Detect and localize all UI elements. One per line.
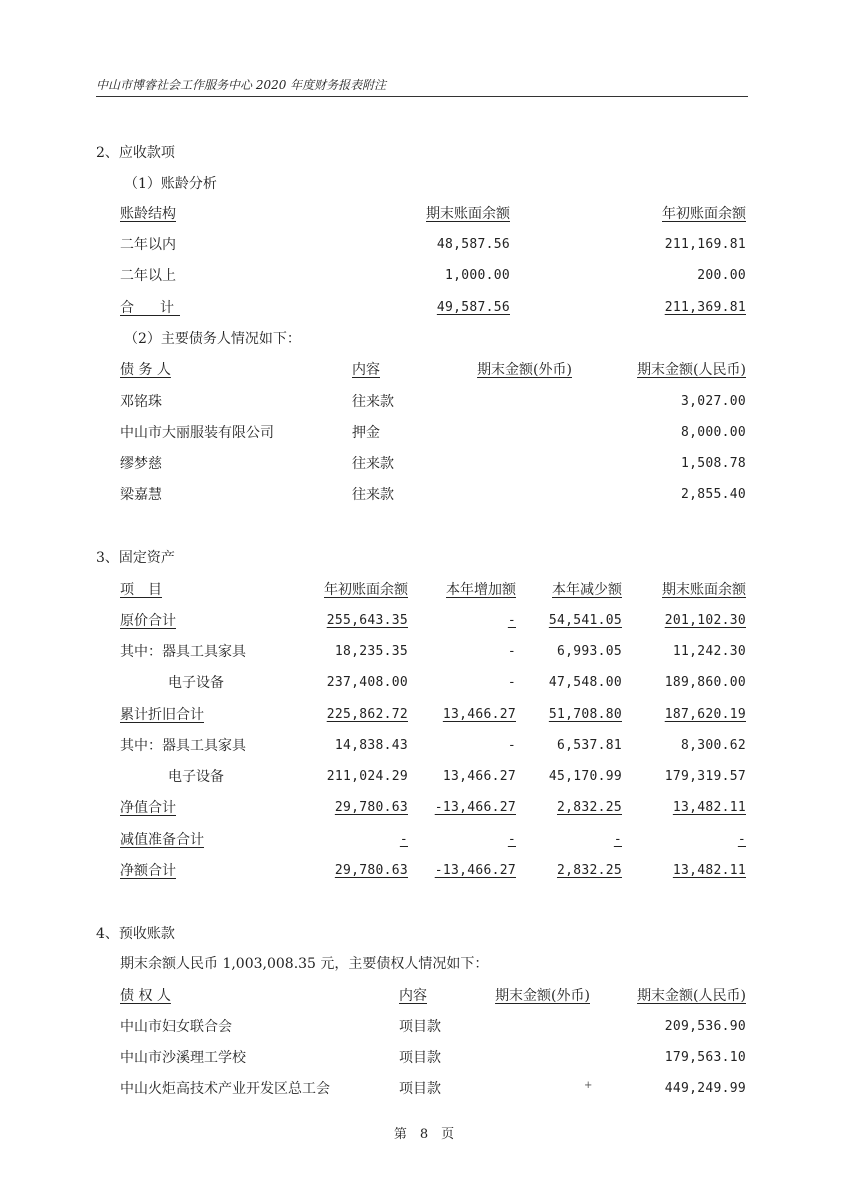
debtors-header-rmb: 期末金额(人民币) xyxy=(637,362,746,378)
aging-header-structure: 账龄结构 xyxy=(120,206,176,222)
debtors-header-foreign: 期末金额(外币) xyxy=(477,362,572,378)
fa-increase: - xyxy=(507,644,516,659)
fa-increase: - xyxy=(507,832,516,847)
aging-begin-value: 211,169.81 xyxy=(664,237,746,252)
creditor-name: 中山火炬高技术产业开发区总工会 xyxy=(120,1081,330,1097)
fa-item: 减值准备合计 xyxy=(120,832,204,848)
creditor-name: 中山市妇女联合会 xyxy=(120,1019,232,1035)
fa-header-item: 项 目 xyxy=(120,582,162,598)
fa-header-decrease: 本年减少额 xyxy=(552,582,622,598)
creditor-amount: 449,249.99 xyxy=(664,1081,746,1096)
debtor-name: 邓铭珠 xyxy=(120,394,162,410)
fa-decrease: 6,993.05 xyxy=(556,644,622,659)
fa-decrease: 47,548.00 xyxy=(548,675,622,690)
fa-item: 其中：器具工具家具 xyxy=(120,738,246,754)
creditor-name: 中山市沙溪理工学校 xyxy=(120,1050,246,1066)
fa-header-begin: 年初账面余额 xyxy=(324,582,408,598)
fa-item: 原价合计 xyxy=(120,613,176,629)
creditors-header-content: 内容 xyxy=(399,988,427,1004)
document-header xyxy=(96,78,748,97)
fa-decrease: 2,832.25 xyxy=(556,800,622,815)
creditor-amount: 209,536.90 xyxy=(664,1019,746,1034)
fa-decrease: 51,708.80 xyxy=(548,707,622,722)
debtors-header-name: 债 务 人 xyxy=(120,362,171,378)
fa-item: 累计折旧合计 xyxy=(120,707,204,723)
debtor-content: 押金 xyxy=(352,425,380,441)
aging-header-begin: 年初账面余额 xyxy=(662,206,746,222)
fa-item: 电子设备 xyxy=(168,769,224,785)
aging-begin-value: 200.00 xyxy=(697,268,746,283)
fa-decrease: 2,832.25 xyxy=(556,863,622,878)
aging-subtitle: （1）账龄分析 xyxy=(124,176,217,192)
section-title-receivables: 2、应收款项 xyxy=(96,145,175,161)
fa-end: 13,482.11 xyxy=(672,863,746,878)
debtor-amount: 2,855.40 xyxy=(680,487,746,502)
header-title: 中山市博睿社会工作服务中心 2020 年度财务报表附注 xyxy=(96,78,387,92)
fa-increase: - xyxy=(507,613,516,628)
creditor-content: 项目款 xyxy=(399,1050,441,1066)
page-number: 第 8 页 xyxy=(393,1127,455,1142)
fa-header-end: 期末账面余额 xyxy=(662,582,746,598)
fa-end: 13,482.11 xyxy=(672,800,746,815)
fa-item: 净额合计 xyxy=(120,863,176,879)
fa-item: 电子设备 xyxy=(168,675,224,691)
fa-header-increase: 本年增加额 xyxy=(446,582,516,598)
aging-label: 二年以上 xyxy=(120,268,176,284)
fa-decrease: 54,541.05 xyxy=(548,613,622,628)
fa-end: 179,319.57 xyxy=(664,769,746,784)
aging-total-end: 49,587.56 xyxy=(436,300,510,315)
fa-begin: 237,408.00 xyxy=(326,675,408,690)
debtor-name: 中山市大丽服装有限公司 xyxy=(120,425,274,441)
fa-decrease: 45,170.99 xyxy=(548,769,622,784)
debtor-content: 往来款 xyxy=(352,394,394,410)
fa-increase: -13,466.27 xyxy=(434,863,516,878)
creditors-header-foreign: 期末金额(外币) xyxy=(495,988,590,1004)
fa-item: 净值合计 xyxy=(120,800,176,816)
fa-begin: 211,024.29 xyxy=(326,769,408,784)
creditor-content: 项目款 xyxy=(399,1019,441,1035)
fa-increase: 13,466.27 xyxy=(442,769,516,784)
fa-end: 187,620.19 xyxy=(664,707,746,722)
debtor-content: 往来款 xyxy=(352,456,394,472)
debtors-header-content: 内容 xyxy=(352,362,380,378)
fa-begin: 18,235.35 xyxy=(334,644,408,659)
debtors-subtitle: （2）主要债务人情况如下： xyxy=(124,331,301,347)
aging-total-label: 合 计 xyxy=(120,300,180,316)
fa-begin: 255,643.35 xyxy=(326,613,408,628)
aging-header-end: 期末账面余额 xyxy=(426,206,510,222)
stray-plus-mark: + xyxy=(584,1080,593,1091)
debtor-name: 缪梦慈 xyxy=(120,456,162,472)
fa-begin: 14,838.43 xyxy=(334,738,408,753)
fa-item: 其中：器具工具家具 xyxy=(120,644,246,660)
creditor-amount: 179,563.10 xyxy=(664,1050,746,1065)
fa-decrease: - xyxy=(613,832,622,847)
debtor-name: 梁嘉慧 xyxy=(120,487,162,503)
creditors-header-name: 债 权 人 xyxy=(120,988,171,1004)
fa-end: 8,300.62 xyxy=(680,738,746,753)
fa-begin: 29,780.63 xyxy=(334,863,408,878)
fa-increase: 13,466.27 xyxy=(442,707,516,722)
creditors-header-rmb: 期末金额(人民币) xyxy=(637,988,746,1004)
fa-begin: 29,780.63 xyxy=(334,800,408,815)
fa-decrease: 6,537.81 xyxy=(556,738,622,753)
fa-increase: - xyxy=(507,738,516,753)
advance-receipts-note: 期末余额人民币 1,003,008.35 元，主要债权人情况如下： xyxy=(120,956,489,972)
fa-end: 11,242.30 xyxy=(672,644,746,659)
aging-label: 二年以内 xyxy=(120,237,176,253)
aging-total-begin: 211,369.81 xyxy=(664,300,746,315)
debtor-amount: 1,508.78 xyxy=(680,456,746,471)
section-title-fixed-assets: 3、固定资产 xyxy=(96,550,175,566)
fa-begin: - xyxy=(399,832,408,847)
fa-increase: - xyxy=(507,675,516,690)
aging-end-value: 48,587.56 xyxy=(436,237,510,252)
debtor-content: 往来款 xyxy=(352,487,394,503)
fa-begin: 225,862.72 xyxy=(326,707,408,722)
aging-end-value: 1,000.00 xyxy=(444,268,510,283)
creditor-content: 项目款 xyxy=(399,1081,441,1097)
section-title-advance-receipts: 4、预收账款 xyxy=(96,926,175,942)
fa-end: 189,860.00 xyxy=(664,675,746,690)
debtor-amount: 8,000.00 xyxy=(680,425,746,440)
fa-end: 201,102.30 xyxy=(664,613,746,628)
debtor-amount: 3,027.00 xyxy=(680,394,746,409)
fa-end: - xyxy=(737,832,746,847)
fa-increase: -13,466.27 xyxy=(434,800,516,815)
